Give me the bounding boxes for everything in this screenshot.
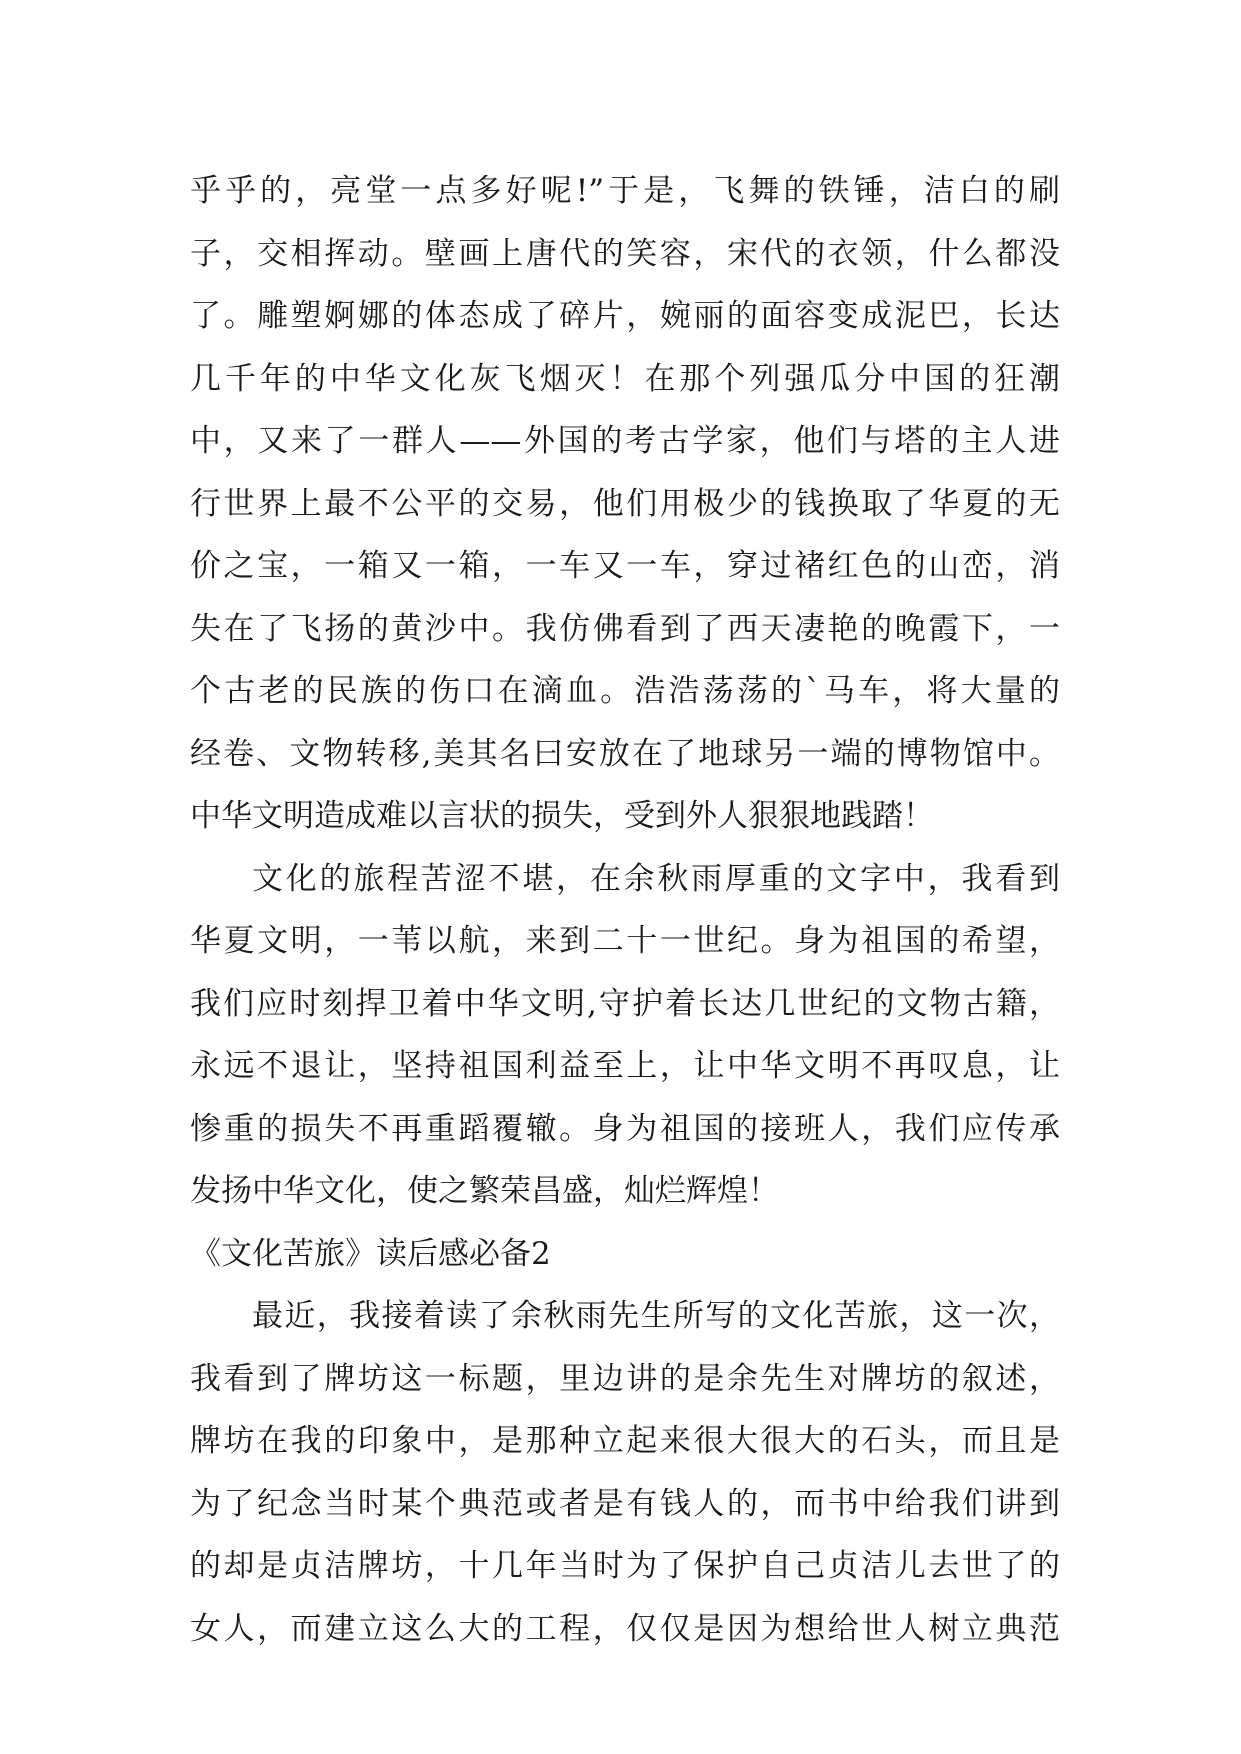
text-line: 永远不退让，坚持祖国利益至上，让中华文明不再叹息，让 (190, 1048, 1060, 1084)
text-line: 乎乎的，亮堂一点多好呢!”于是，飞舞的铁锤，洁白的刷 (190, 173, 1060, 209)
document-body (190, 160, 1060, 1660)
text-line: 的却是贞洁牌坊，十几年当时为了保护自己贞洁儿去世了的 (190, 1548, 1060, 1584)
text-line: 经卷、文物转移,美其名曰安放在了地球另一端的博物馆中。 (190, 735, 1060, 772)
text-line: 最近，我接着读了余秋雨先生所写的文化苦旅，这一次， (252, 1298, 1060, 1334)
text-line: 个古老的民族的伤口在滴血。浩浩荡荡的`马车，将大量的 (190, 673, 1060, 709)
text-line: 子，交相挥动。壁画上唐代的笑容，宋代的衣领，什么都没 (190, 235, 1060, 272)
text-line: 中，又来了一群人——外国的考古学家，他们与塔的主人进 (190, 423, 1060, 459)
section-heading: 《文化苦旅》读后感必备2 (190, 1235, 551, 1272)
text-line: 中华文明造成难以言状的损失，受到外人狠狠地践踏！ (190, 798, 934, 834)
text-line: 失在了飞扬的黄沙中。我仿佛看到了西天凄艳的晚霞下，一 (190, 610, 1060, 647)
text-line: 发扬中华文化，使之繁荣昌盛，灿烂辉煌！ (190, 1173, 779, 1209)
text-line: 牌坊在我的印象中，是那种立起来很大很大的石头，而且是 (190, 1423, 1060, 1459)
text-line: 几千年的中华文化灰飞烟灭！在那个列强瓜分中国的狂潮 (190, 360, 1060, 397)
text-line: 了。雕塑婀娜的体态成了碎片，婉丽的面容变成泥巴，长达 (190, 298, 1060, 334)
text-line: 华夏文明，一苇以航，来到二十一世纪。身为祖国的希望， (190, 923, 1060, 959)
text-line: 我们应时刻捍卫着中华文明,守护着长达几世纪的文物古籍， (190, 985, 1060, 1022)
text-line: 惨重的损失不再重蹈覆辙。身为祖国的接班人，我们应传承 (190, 1110, 1060, 1147)
text-line: 文化的旅程苦涩不堪，在余秋雨厚重的文字中，我看到 (252, 860, 1060, 897)
text-line: 为了纪念当时某个典范或者是有钱人的，而书中给我们讲到 (190, 1485, 1060, 1522)
text-line: 我看到了牌坊这一标题，里边讲的是余先生对牌坊的叙述， (190, 1360, 1060, 1397)
text-line: 女人，而建立这么大的工程，仅仅是因为想给世人树立典范 (190, 1610, 1060, 1647)
text-line: 行世界上最不公平的交易，他们用极少的钱换取了华夏的无 (190, 485, 1060, 522)
text-line: 价之宝，一箱又一箱，一车又一车，穿过褚红色的山峦，消 (190, 548, 1060, 584)
